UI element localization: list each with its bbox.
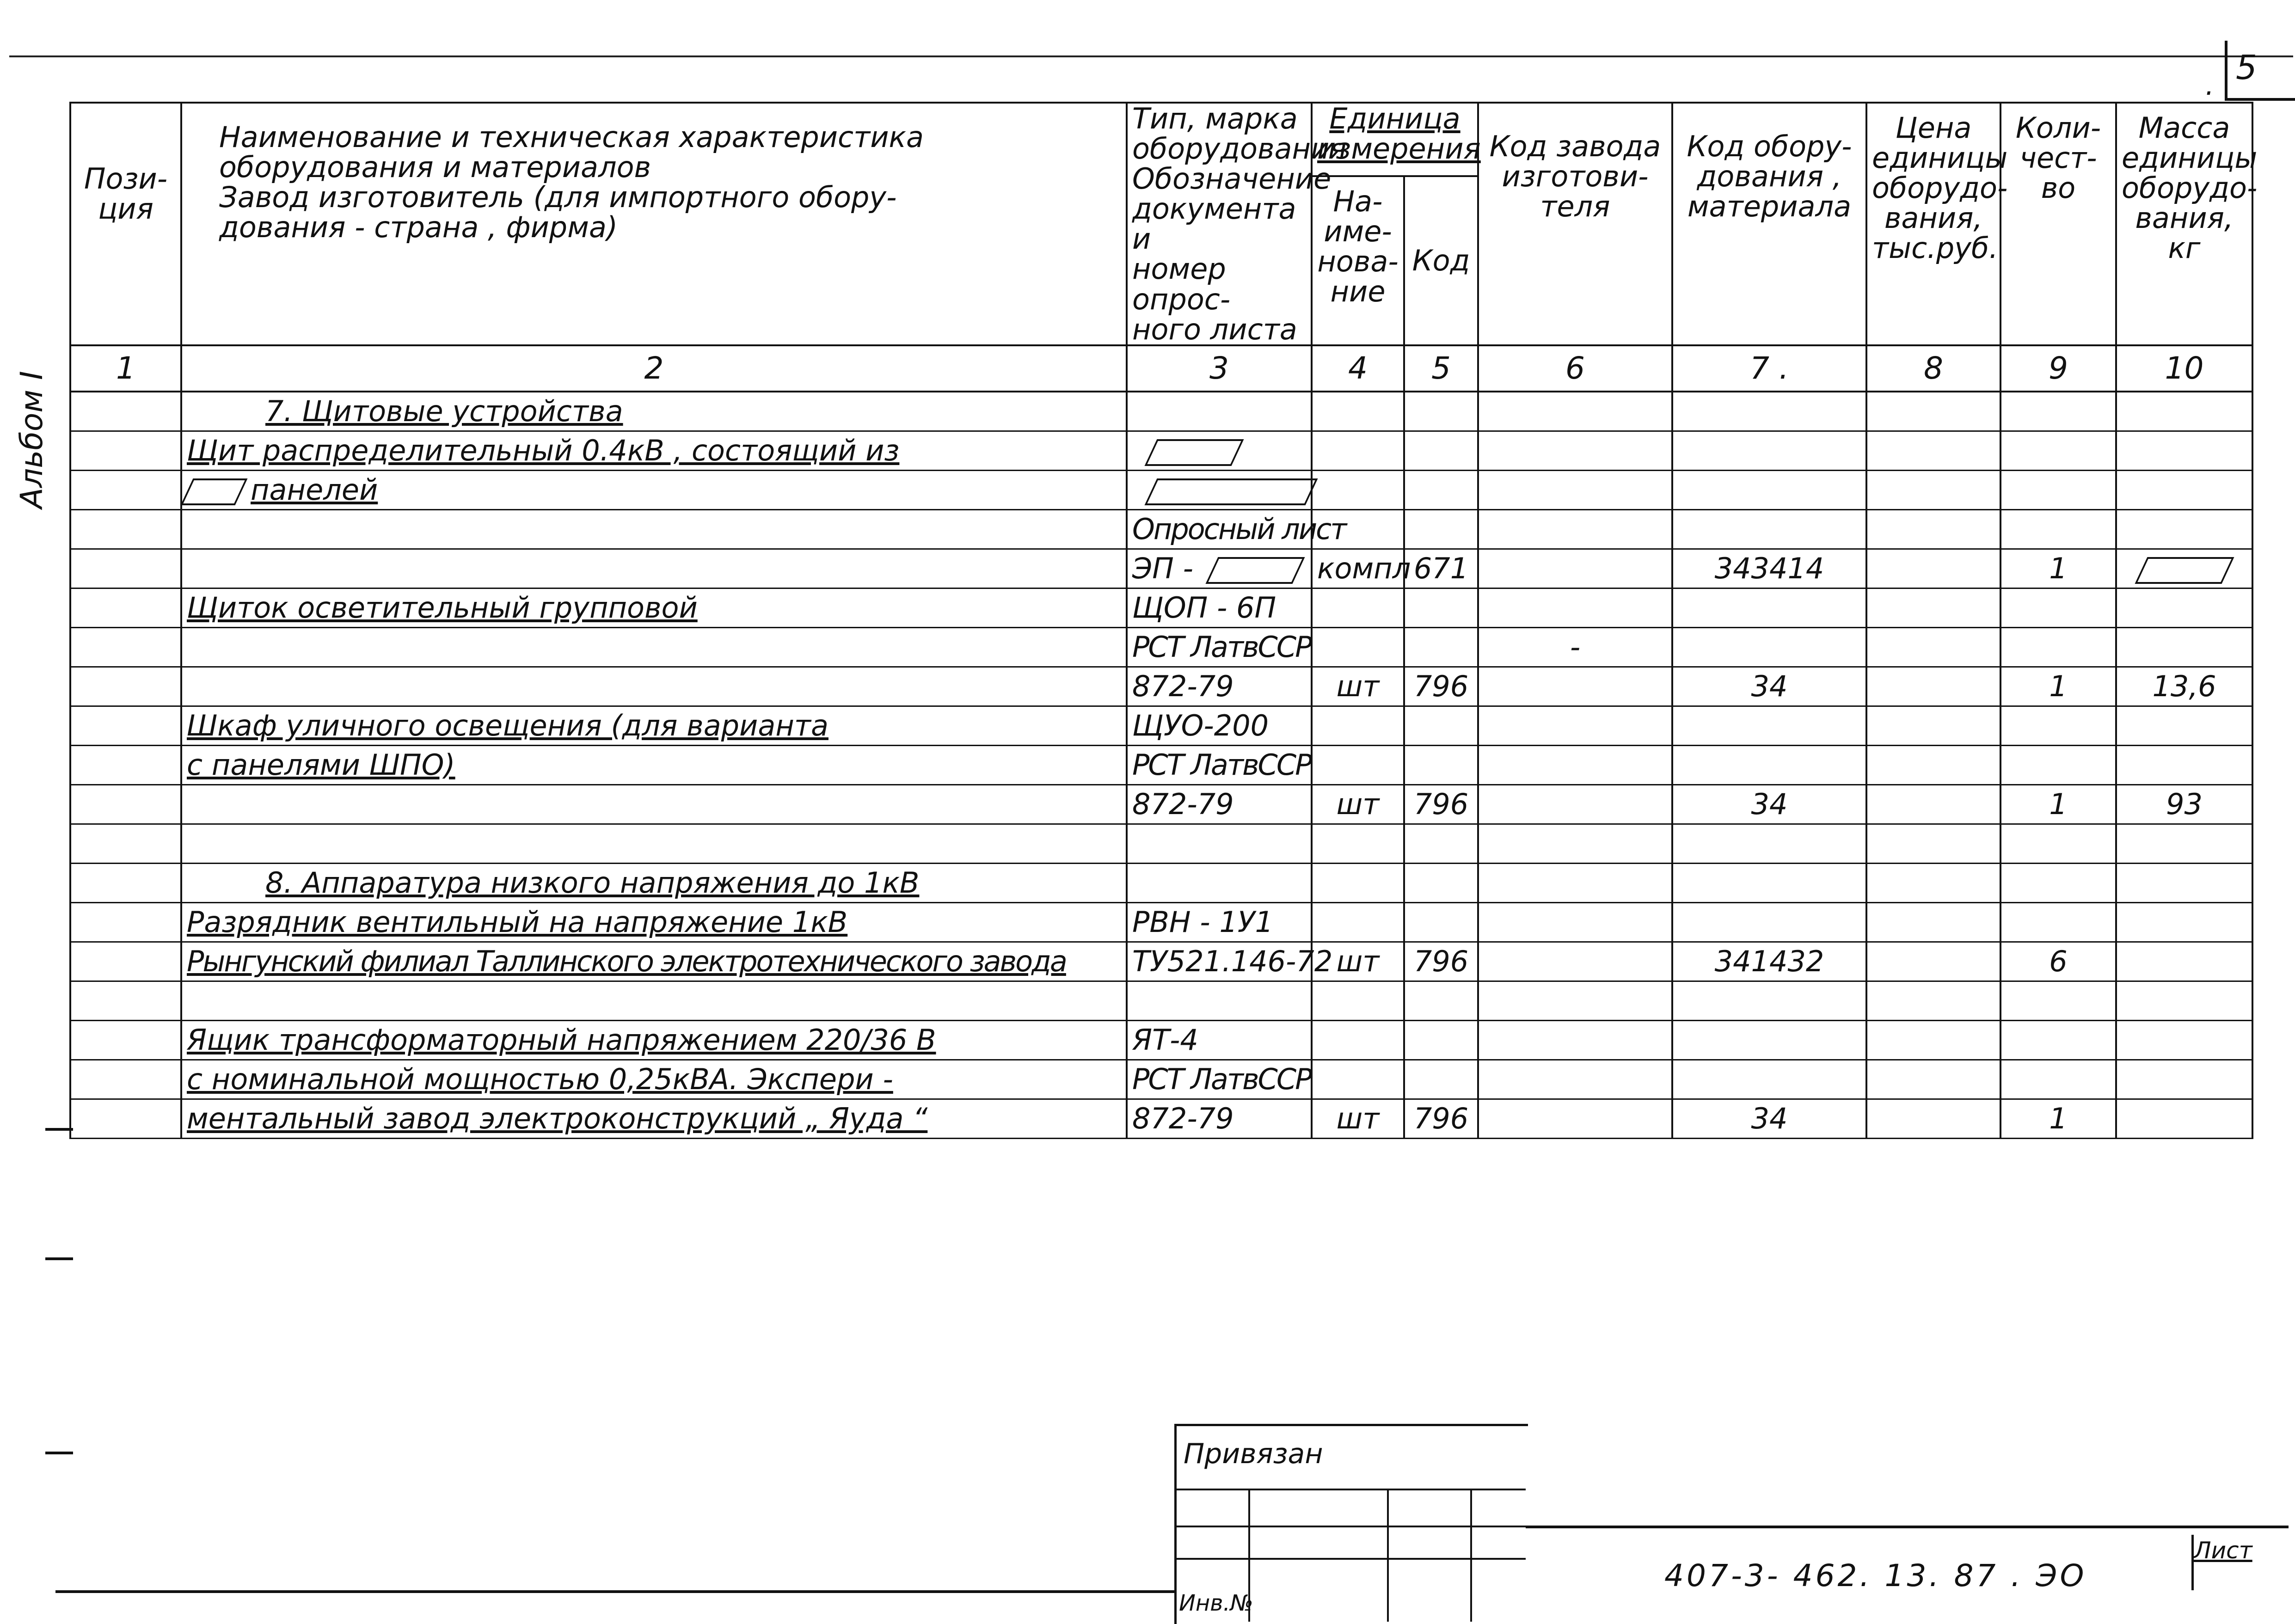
cell-unit-code [1404, 745, 1478, 784]
cell-price [1866, 549, 2000, 588]
name-text: 7. Щитовые устройства [265, 394, 623, 429]
cell-name [181, 902, 1127, 942]
document-code: 407-3- 462. 13. 87 . ЭО [1664, 1558, 2087, 1593]
cell-type [1127, 1060, 1312, 1099]
cell-unit-code [1404, 824, 1478, 863]
cell-mass [2116, 549, 2252, 588]
cell-quantity: 1 [2000, 667, 2116, 706]
album-label: Альбом I [14, 371, 49, 509]
cell-mass [2116, 588, 2252, 627]
cell-mass [2116, 863, 2252, 902]
cell-name [181, 627, 1127, 667]
cell-quantity [2000, 627, 2116, 667]
cell-name [181, 706, 1127, 745]
cell-factory-code [1478, 1020, 1672, 1060]
cell-name [181, 431, 1127, 470]
type-text: РВН - 1У1 [1132, 905, 1274, 939]
cell-type [1127, 942, 1333, 981]
cell-mass [2116, 1060, 2252, 1099]
table-row [70, 1020, 2252, 1060]
cell-factory-code [1478, 509, 1672, 549]
page-number: 5 [2236, 48, 2257, 87]
blank-field [180, 478, 247, 505]
cell-equipment-code [1672, 509, 1866, 549]
cell-type [1127, 902, 1312, 942]
name-text: ментальный завод электроконструкций „ Яуда “ [187, 1102, 928, 1136]
cell-quantity: 1 [2000, 549, 2116, 588]
cell-equipment-code [1672, 863, 1866, 902]
cell-type [1127, 981, 1312, 1020]
cell-price [1866, 470, 2000, 509]
cell-position [70, 392, 181, 431]
cell-unit-code [1404, 509, 1478, 549]
column-number: 10 [2116, 345, 2252, 392]
cell-equipment-code [1672, 824, 1866, 863]
cell-factory-code [1478, 981, 1672, 1020]
type-text: Опросный лист [1132, 512, 1346, 546]
column-number: 9 [2000, 345, 2116, 392]
column-number: 1 [70, 345, 181, 392]
cell-position [70, 745, 181, 784]
cell-equipment-code [1672, 392, 1866, 431]
cell-unit [1312, 588, 1404, 627]
cell-quantity [2000, 706, 2116, 745]
cell-name [181, 588, 1127, 627]
table-row [70, 431, 2252, 470]
cell-type [1127, 824, 1312, 863]
margin-tick [45, 1257, 73, 1260]
cell-type [1127, 667, 1312, 706]
cell-position [70, 981, 181, 1020]
blank-field [1144, 439, 1244, 466]
cell-mass [2116, 902, 2252, 942]
column-number-row [70, 345, 2252, 392]
blank-field [1144, 478, 1318, 505]
cell-type [1127, 863, 1312, 902]
cell-type [1127, 470, 1312, 509]
cell-position [70, 667, 181, 706]
cell-quantity: 1 [2000, 1099, 2116, 1138]
margin-tick [45, 1128, 73, 1131]
cell-equipment-code [1672, 431, 1866, 470]
cell-unit: шт [1312, 784, 1404, 824]
cell-factory-code [1478, 824, 1672, 863]
cell-price [1866, 431, 2000, 470]
cell-mass [2116, 1099, 2252, 1138]
type-text: 872-79 [1132, 1102, 1234, 1136]
cell-equipment-code: 34 [1672, 1099, 1866, 1138]
blank-field [2135, 557, 2234, 584]
cell-position [70, 942, 181, 981]
cell-factory-code [1478, 706, 1672, 745]
table-row [70, 667, 2252, 706]
cell-factory-code [1478, 431, 1672, 470]
cell-quantity [2000, 824, 2116, 863]
name-text: 8. Аппаратура низкого напряжения до 1кВ [265, 866, 920, 900]
cell-factory-code [1478, 588, 1672, 627]
cell-price [1866, 509, 2000, 549]
stamp-line [1174, 1558, 1526, 1560]
cell-quantity [2000, 470, 2116, 509]
cell-quantity [2000, 981, 2116, 1020]
cell-mass [2116, 981, 2252, 1020]
cell-unit-code: 796 [1404, 784, 1478, 824]
header-unit-group: Единица измерения [1312, 103, 1478, 176]
specification-table [69, 102, 2258, 1139]
column-number: 6 [1478, 345, 1672, 392]
table-row [70, 1060, 2252, 1099]
cell-position [70, 1020, 181, 1060]
type-text: 872-79 [1132, 787, 1234, 821]
cell-position [70, 1099, 181, 1138]
cell-unit-code [1404, 902, 1478, 942]
cell-equipment-code: 341432 [1672, 942, 1866, 981]
column-number: 2 [181, 345, 1127, 392]
cell-mass [2116, 1020, 2252, 1060]
cell-quantity [2000, 392, 2116, 431]
cell-equipment-code: 343414 [1672, 549, 1866, 588]
cell-name [181, 863, 1127, 902]
table-row [70, 706, 2252, 745]
type-text: РСТ ЛатвССР [1132, 630, 1311, 664]
cell-equipment-code [1672, 588, 1866, 627]
cell-equipment-code [1672, 981, 1866, 1020]
cell-name [181, 1020, 1127, 1060]
cell-price [1866, 627, 2000, 667]
cell-price [1866, 392, 2000, 431]
cell-position [70, 588, 181, 627]
cell-price [1866, 667, 2000, 706]
header-position: Пози- ция [70, 103, 181, 345]
header-unit-code: Код [1404, 176, 1478, 345]
cell-equipment-code: 34 [1672, 667, 1866, 706]
cell-unit-code: 671 [1404, 549, 1478, 588]
cell-type [1127, 627, 1312, 667]
cell-unit: шт [1312, 1099, 1404, 1138]
cell-type [1127, 784, 1312, 824]
page-number-box [2225, 41, 2295, 101]
cell-name [181, 942, 1127, 981]
cell-position [70, 431, 181, 470]
cell-price [1866, 784, 2000, 824]
cell-equipment-code [1672, 1020, 1866, 1060]
cell-factory-code [1478, 745, 1672, 784]
cell-mass [2116, 431, 2252, 470]
cell-factory-code [1478, 392, 1672, 431]
cell-unit [1312, 902, 1404, 942]
cell-mass: 93 [2116, 784, 2252, 824]
cell-name [181, 981, 1127, 1020]
cell-type [1127, 549, 1312, 588]
cell-type [1127, 509, 1346, 549]
cell-type [1127, 1020, 1312, 1060]
cell-unit-code [1404, 1060, 1478, 1099]
cell-factory-code [1478, 902, 1672, 942]
cell-unit: шт [1312, 667, 1404, 706]
cell-name [181, 470, 1127, 509]
type-text: ЯТ-4 [1132, 1023, 1198, 1057]
header-row [70, 103, 2252, 176]
cell-price [1866, 706, 2000, 745]
stamp-line [1174, 1489, 1526, 1490]
cell-quantity: 6 [2000, 942, 2116, 981]
cell-position [70, 509, 181, 549]
cell-unit-code [1404, 1020, 1478, 1060]
name-text: с панелями ШПО) [187, 748, 455, 782]
stamp-line [1470, 1489, 1472, 1622]
cell-price [1866, 1099, 2000, 1138]
cell-unit-code: 796 [1404, 1099, 1478, 1138]
cell-unit [1312, 431, 1404, 470]
header-unit-name: На- име- нова- ние [1312, 176, 1404, 345]
cell-price [1866, 902, 2000, 942]
type-text: РСТ ЛатвССР [1132, 1062, 1311, 1097]
cell-unit [1312, 824, 1404, 863]
cell-factory-code [1478, 863, 1672, 902]
cell-position [70, 784, 181, 824]
cell-position [70, 470, 181, 509]
cell-price [1866, 863, 2000, 902]
cell-quantity [2000, 902, 2116, 942]
cell-name [181, 549, 1127, 588]
cell-unit [1312, 627, 1404, 667]
type-text: РСТ ЛатвССР [1132, 748, 1311, 782]
cell-quantity [2000, 509, 2116, 549]
cell-factory-code [1478, 667, 1672, 706]
table-row [70, 942, 2252, 981]
header-mass: Масса единицы оборудо- вания, кг [2116, 103, 2252, 345]
cell-price [1866, 824, 2000, 863]
cell-unit [1312, 745, 1404, 784]
cell-name [181, 392, 1127, 431]
column-number: 3 [1127, 345, 1312, 392]
table-body [70, 392, 2252, 1139]
cell-unit-code [1404, 706, 1478, 745]
table-row [70, 902, 2252, 942]
cell-name [181, 1099, 1127, 1138]
cell-unit-code [1404, 470, 1478, 509]
cell-price [1866, 981, 2000, 1020]
cell-unit-code [1404, 627, 1478, 667]
cell-factory-code [1478, 1060, 1672, 1099]
cell-price [1866, 942, 2000, 981]
cell-factory-code [1478, 1099, 1672, 1138]
cell-unit-code [1404, 392, 1478, 431]
cell-quantity [2000, 863, 2116, 902]
cell-position [70, 549, 181, 588]
cell-price [1866, 1020, 2000, 1060]
cell-mass [2116, 470, 2252, 509]
title-block-line [1526, 1526, 2289, 1528]
name-text: Шкаф уличного освещения (для варианта [187, 709, 828, 743]
table-row [70, 392, 2252, 431]
cell-unit [1312, 981, 1404, 1020]
cell-equipment-code [1672, 745, 1866, 784]
table-row [70, 981, 2252, 1020]
stamp-line [1174, 1526, 1526, 1527]
cell-unit-code [1404, 863, 1478, 902]
table-row [70, 824, 2252, 863]
header-price: Цена единицы оборудо- вания, тыс.руб. [1866, 103, 2000, 345]
cell-price [1866, 1060, 2000, 1099]
header-quantity: Коли- чест- во [2000, 103, 2116, 345]
type-text: ЭП - [1132, 551, 1193, 585]
header-factory-code: Код завода изготови- теля [1478, 103, 1672, 345]
cell-unit [1312, 1020, 1404, 1060]
cell-equipment-code [1672, 1060, 1866, 1099]
cell-mass [2116, 745, 2252, 784]
cell-position [70, 1060, 181, 1099]
cell-mass [2116, 824, 2252, 863]
name-text: с номинальной мощностью 0,25кВА. Экспери - [187, 1062, 893, 1097]
table-row [70, 627, 2252, 667]
cell-mass [2116, 942, 2252, 981]
cell-quantity [2000, 431, 2116, 470]
column-number: 7 . [1672, 345, 1866, 392]
name-text: Ящик трансформаторный напряжением 220/36 В [187, 1023, 936, 1057]
cell-type [1127, 588, 1312, 627]
cell-name [181, 745, 1127, 784]
name-text: Разрядник вентильный на напряжение 1кВ [187, 905, 848, 939]
cell-type [1127, 1099, 1312, 1138]
cell-factory-code [1478, 470, 1672, 509]
cell-unit-code: 796 [1404, 942, 1478, 981]
cell-unit-code [1404, 431, 1478, 470]
cell-unit [1312, 863, 1404, 902]
table-row [70, 588, 2252, 627]
name-text: Щит распределительный 0.4кВ , состоящий из [187, 434, 900, 468]
cell-quantity [2000, 745, 2116, 784]
inventory-label: Инв.№ [1179, 1590, 1253, 1616]
cell-equipment-code [1672, 902, 1866, 942]
cell-quantity [2000, 1020, 2116, 1060]
header-equipment-code: Код обору- дования , материала [1672, 103, 1866, 345]
table-row [70, 470, 2252, 509]
stamp-line [1387, 1489, 1389, 1622]
cell-mass: 13,6 [2116, 667, 2252, 706]
cell-unit [1312, 470, 1404, 509]
cell-name [181, 824, 1127, 863]
column-number: 4 [1312, 345, 1404, 392]
cell-mass [2116, 706, 2252, 745]
type-text: ЩОП - 6П [1132, 591, 1276, 625]
cell-quantity [2000, 588, 2116, 627]
cell-unit-code [1404, 588, 1478, 627]
cell-unit: компл [1312, 549, 1404, 588]
dot-mark: . [2205, 69, 2215, 102]
name-text: панелей [251, 472, 378, 507]
cell-equipment-code [1672, 627, 1866, 667]
cell-unit [1312, 1060, 1404, 1099]
cell-factory-code [1478, 784, 1672, 824]
type-text: 872-79 [1132, 669, 1234, 704]
cell-name [181, 1060, 1127, 1099]
cell-unit: шт [1312, 942, 1404, 981]
header-type: Тип, марка оборудования Обозначение документа и номер опрос- ного листа [1127, 103, 1312, 345]
name-text: Рынгунский филиал Таллинского электротехнического завода [187, 944, 1066, 979]
table-row [70, 549, 2252, 588]
cell-price [1866, 745, 2000, 784]
cell-type [1127, 706, 1312, 745]
cell-mass [2116, 509, 2252, 549]
cell-type [1127, 431, 1312, 470]
sheet-label: Лист [2194, 1537, 2252, 1564]
cell-mass [2116, 392, 2252, 431]
cell-position [70, 706, 181, 745]
cell-type [1127, 745, 1312, 784]
table-row [70, 863, 2252, 902]
cell-factory-code [1478, 549, 1672, 588]
cell-mass [2116, 627, 2252, 667]
header-name: Наименование и техническая характеристика оборудования и материалов Завод изготовитель (для импортного обору- дования - страна , фирма) [181, 103, 1127, 345]
cell-factory-code: - [1478, 627, 1672, 667]
cell-unit-code [1404, 981, 1478, 1020]
column-number: 5 [1404, 345, 1478, 392]
cell-name [181, 509, 1127, 549]
cell-equipment-code: 34 [1672, 784, 1866, 824]
cell-type [1127, 392, 1312, 431]
type-text: ТУ521.146-72 [1132, 944, 1333, 979]
cell-price [1866, 588, 2000, 627]
table-row [70, 784, 2252, 824]
cell-position [70, 863, 181, 902]
cell-name [181, 784, 1127, 824]
sheet-bottom-border [55, 1590, 1174, 1593]
table-row [70, 509, 2252, 549]
cell-position [70, 627, 181, 667]
table-row [70, 1099, 2252, 1138]
blank-field [1205, 557, 1305, 584]
cell-factory-code [1478, 942, 1672, 981]
cell-name [181, 667, 1127, 706]
cell-quantity [2000, 1060, 2116, 1099]
type-text: ЩУО-200 [1132, 709, 1269, 743]
column-number: 8 [1866, 345, 2000, 392]
sheet-top-border [9, 55, 2293, 57]
cell-unit-code: 796 [1404, 667, 1478, 706]
bound-label: Привязан [1184, 1438, 1323, 1470]
cell-quantity: 1 [2000, 784, 2116, 824]
cell-position [70, 824, 181, 863]
cell-unit [1312, 706, 1404, 745]
cell-equipment-code [1672, 706, 1866, 745]
cell-unit [1312, 392, 1404, 431]
margin-tick [45, 1452, 73, 1454]
cell-equipment-code [1672, 470, 1866, 509]
cell-position [70, 902, 181, 942]
table-row [70, 745, 2252, 784]
name-text: Щиток осветительный групповой [187, 591, 698, 625]
